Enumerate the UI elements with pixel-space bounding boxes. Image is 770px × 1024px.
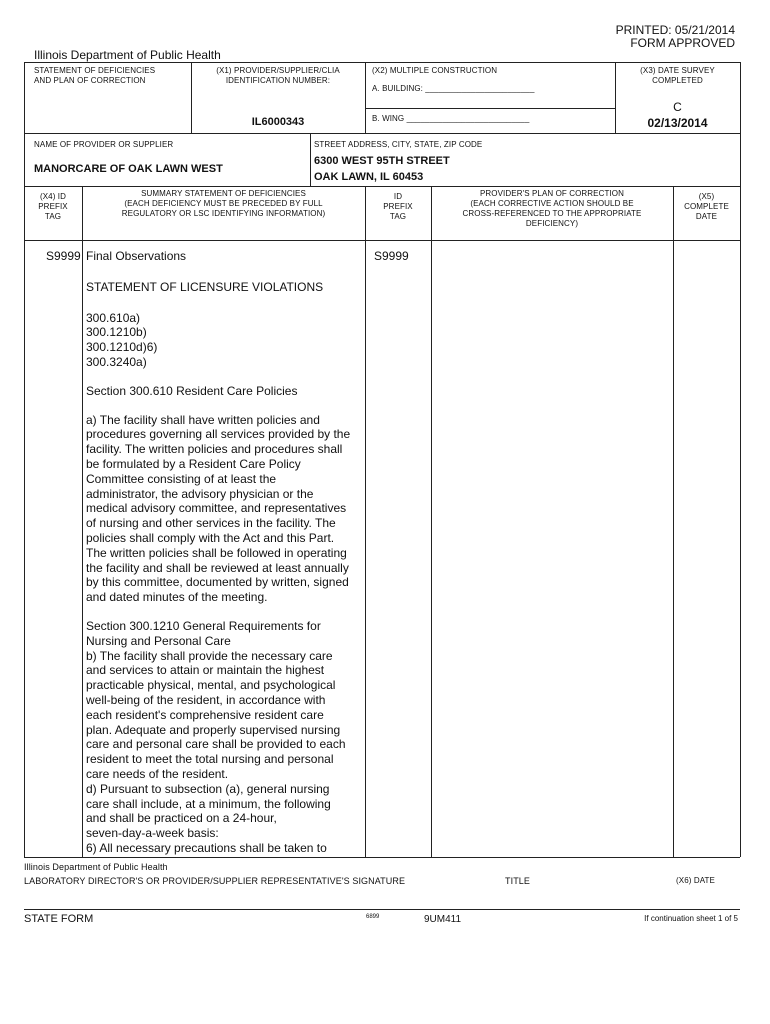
x3-code: C [673, 100, 682, 114]
section-300-610-text: a) The facility shall have written policies and procedures governing all services provided by the facility. The written policies and procedures shall be formulated by a Resident Care Policy Committee consisting of at least the administrator, the advisory physician or the medical advisory committee, and representatives of nursing and other services in the facility. The policies shall comply with the Act and this Part. The written policies shall be followed in operating the facility and shall be reviewed at least annually by this committee, documented by written, signed and dated minutes of the meeting. [86, 412, 351, 605]
tag-right: S9999 [374, 249, 409, 263]
address-line1: 6300 WEST 95TH STREET [314, 155, 450, 167]
tag-left: S9999 [46, 249, 81, 263]
plan-header: PROVIDER'S PLAN OF CORRECTION (EACH CORRECTIVE ACTION SHOULD BE CROSS-REFERENCED TO THE APPROPRIATE DEFICIENCY) [462, 189, 642, 228]
x2-label: (X2) MULTIPLE CONSTRUCTION [372, 66, 498, 75]
id-prefix-header: ID PREFIX TAG [383, 192, 413, 221]
provider-name: MANORCARE OF OAK LAWN WEST [34, 163, 223, 175]
x1-value: IL6000343 [251, 116, 305, 128]
building-field: A. BUILDING: ________________________ [372, 84, 535, 93]
form-approved: FORM APPROVED [630, 36, 735, 50]
state-form-label: STATE FORM [24, 913, 94, 925]
x1-label: (X1) PROVIDER/SUPPLIER/CLIA IDENTIFICATION NUMBER: [216, 66, 340, 85]
regulation-list: 300.610a) 300.1210b) 300.1210d)6) 300.3240a) [86, 310, 158, 369]
summary-text [86, 249, 364, 870]
section-300-1210-text: Section 300.1210 General Requirements for Nursing and Personal Care b) The facility shall provide the necessary care and services to attain or maintain the highest practicable physical, mental, and psychological well-being of the resident, in accordance with each resident's comprehensive resident care plan. Adequate and properly supervised nursing care and personal care shall be provided to each resident to meet the total nursing and personal care needs of the resident. d) Pursuant to subsection (a), general nursing care shall include, at a minimum, the following and shall be practiced on a 24-hour, seven-day-a-week basis: 6) All necessary precautions shall be taken to [86, 618, 346, 855]
violations-heading: STATEMENT OF LICENSURE VIOLATIONS [86, 279, 324, 294]
provider-name-label: NAME OF PROVIDER OR SUPPLIER [34, 140, 174, 149]
form-number: 6899 [366, 914, 380, 920]
x4-header: (X4) ID PREFIX TAG [38, 192, 68, 221]
printed-date: PRINTED: 05/21/2014 [615, 23, 735, 37]
wing-field: B. WING ___________________________ [372, 114, 530, 123]
footer-agency: Illinois Department of Public Health [24, 862, 168, 872]
continuation-sheet: If continuation sheet 1 of 5 [644, 914, 738, 923]
signature-label: LABORATORY DIRECTOR'S OR PROVIDER/SUPPLIER REPRESENTATIVE'S SIGNATURE [24, 876, 406, 886]
title-label: TITLE [505, 876, 531, 886]
section-300-610-heading: Section 300.610 Resident Care Policies [86, 383, 298, 398]
finding-title: Final Observations [86, 249, 187, 263]
x3-label: (X3) DATE SURVEY COMPLETED [640, 66, 715, 85]
date-label: (X6) DATE [676, 876, 715, 885]
event-id: 9UM411 [424, 914, 462, 925]
address-line2: OAK LAWN, IL 60453 [314, 171, 424, 183]
summary-header: SUMMARY STATEMENT OF DEFICIENCIES (EACH DEFICIENCY MUST BE PRECEDED BY FULL REGULATORY OR LSC IDENTIFYING INFORMATION) [121, 189, 326, 218]
address-label: STREET ADDRESS, CITY, STATE, ZIP CODE [314, 140, 483, 149]
agency-title: Illinois Department of Public Health [34, 48, 221, 62]
statement-label: STATEMENT OF DEFICIENCIES AND PLAN OF CORRECTION [34, 66, 156, 85]
x5-header: (X5) COMPLETE DATE [684, 192, 729, 221]
x3-date: 02/13/2014 [647, 116, 708, 130]
